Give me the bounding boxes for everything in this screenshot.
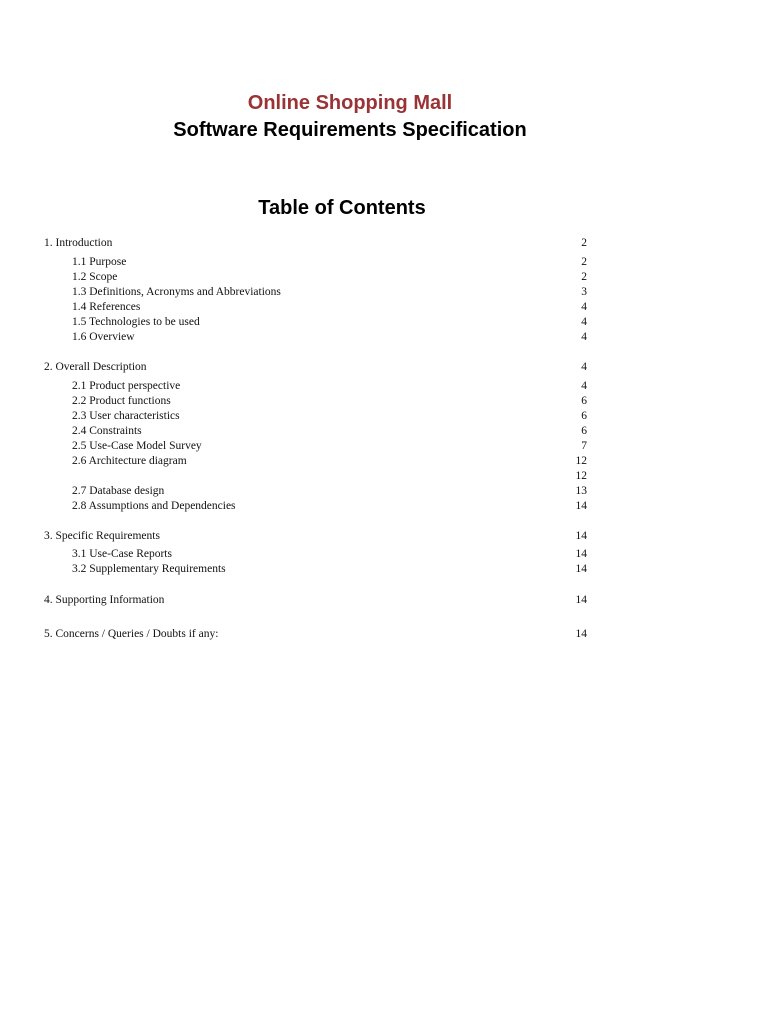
toc-entry-technologies[interactable] xyxy=(0,315,768,330)
toc-entry-label: 3.2 Supplementary Requirements xyxy=(72,563,226,575)
toc-entry-label: 3. Specific Requirements xyxy=(44,530,160,542)
toc-entry-concerns[interactable] xyxy=(0,627,768,642)
toc-entry-page: 14 xyxy=(575,594,587,606)
toc-entry-label: 1.3 Definitions, Acronyms and Abbreviations xyxy=(72,286,281,298)
toc-entry-page: 14 xyxy=(575,548,587,560)
document-subtitle: Software Requirements Specification xyxy=(173,119,527,141)
toc-entry-supplementary-requirements[interactable] xyxy=(0,562,768,577)
toc-entry-overview[interactable] xyxy=(0,330,768,345)
document-title: Online Shopping Mall xyxy=(247,92,453,114)
toc-entry-page: 2 xyxy=(581,256,587,268)
toc-entry-label: 2.2 Product functions xyxy=(72,395,171,407)
toc-entry-page: 4 xyxy=(581,361,587,373)
toc-entry-specific-requirements[interactable] xyxy=(0,529,768,544)
toc-entry-overall-description[interactable] xyxy=(0,360,768,375)
toc-entry-database-design[interactable] xyxy=(0,484,768,499)
toc-entry-label: 1.6 Overview xyxy=(72,331,135,343)
toc-entry-label: 1.5 Technologies to be used xyxy=(72,316,200,328)
toc-entry-page: 14 xyxy=(575,530,587,542)
toc-entry-page: 14 xyxy=(575,500,587,512)
toc-entry-page: 14 xyxy=(575,563,587,575)
toc-entry-label: 1. Introduction xyxy=(44,237,113,249)
toc-entry-label: 2.7 Database design xyxy=(72,485,165,497)
toc-entry-assumptions[interactable] xyxy=(0,499,768,514)
toc-entry-supporting-information[interactable] xyxy=(0,593,768,608)
toc-entry-page: 6 xyxy=(581,410,587,422)
toc-entry-page: 14 xyxy=(575,628,587,640)
toc-entry-page: 13 xyxy=(575,485,587,497)
toc-heading: Table of Contents xyxy=(258,197,426,219)
toc-entry-product-functions[interactable] xyxy=(0,394,768,409)
toc-entry-label: 2.8 Assumptions and Dependencies xyxy=(72,500,236,512)
toc-entry-page: 12 xyxy=(575,455,587,467)
toc-entry-label: 2.1 Product perspective xyxy=(72,380,181,392)
toc-entry-label: 2.3 User characteristics xyxy=(72,410,180,422)
toc-entry-constraints[interactable] xyxy=(0,424,768,439)
toc-entry-page: 2 xyxy=(581,271,587,283)
toc-entry-label: 1.1 Purpose xyxy=(72,256,127,268)
toc-entry-page: 4 xyxy=(581,380,587,392)
toc-entry-purpose[interactable] xyxy=(0,255,768,270)
toc-entry-page: 3 xyxy=(581,286,587,298)
toc-entry-page: 6 xyxy=(581,395,587,407)
toc-entry-product-perspective[interactable] xyxy=(0,379,768,394)
toc-entry-architecture-diagram[interactable] xyxy=(0,454,768,469)
toc-entry-page: 2 xyxy=(581,237,587,249)
toc-entry-label: 4. Supporting Information xyxy=(44,594,165,606)
toc-entry-scope[interactable] xyxy=(0,270,768,285)
toc-entry-label: 2.4 Constraints xyxy=(72,425,142,437)
toc-entry-label: 1.4 References xyxy=(72,301,141,313)
toc-entry-label: 2.5 Use-Case Model Survey xyxy=(72,440,202,452)
toc-entry-introduction[interactable] xyxy=(0,236,768,251)
toc-entry-definitions[interactable] xyxy=(0,285,768,300)
toc-entry-page: 4 xyxy=(581,316,587,328)
toc-entry-page: 6 xyxy=(581,425,587,437)
toc-entry-label: 2. Overall Description xyxy=(44,361,147,373)
toc-entry-label: 1.2 Scope xyxy=(72,271,118,283)
toc-entry-user-characteristics[interactable] xyxy=(0,409,768,424)
toc-entry-use-case-reports[interactable] xyxy=(0,547,768,562)
toc-entry-use-case-model-survey[interactable] xyxy=(0,439,768,454)
toc-entry-page: 12 xyxy=(575,470,587,482)
toc-entry-page: 4 xyxy=(581,301,587,313)
toc-entry-label: 2.6 Architecture diagram xyxy=(72,455,187,467)
toc-entry-label: 5. Concerns / Queries / Doubts if any: xyxy=(44,628,219,640)
toc-entry-page: 4 xyxy=(581,331,587,343)
toc-entry-unlabeled[interactable] xyxy=(0,469,768,484)
toc-entry-references[interactable] xyxy=(0,300,768,315)
toc-entry-page: 7 xyxy=(581,440,587,452)
toc-entry-label: 3.1 Use-Case Reports xyxy=(72,548,172,560)
